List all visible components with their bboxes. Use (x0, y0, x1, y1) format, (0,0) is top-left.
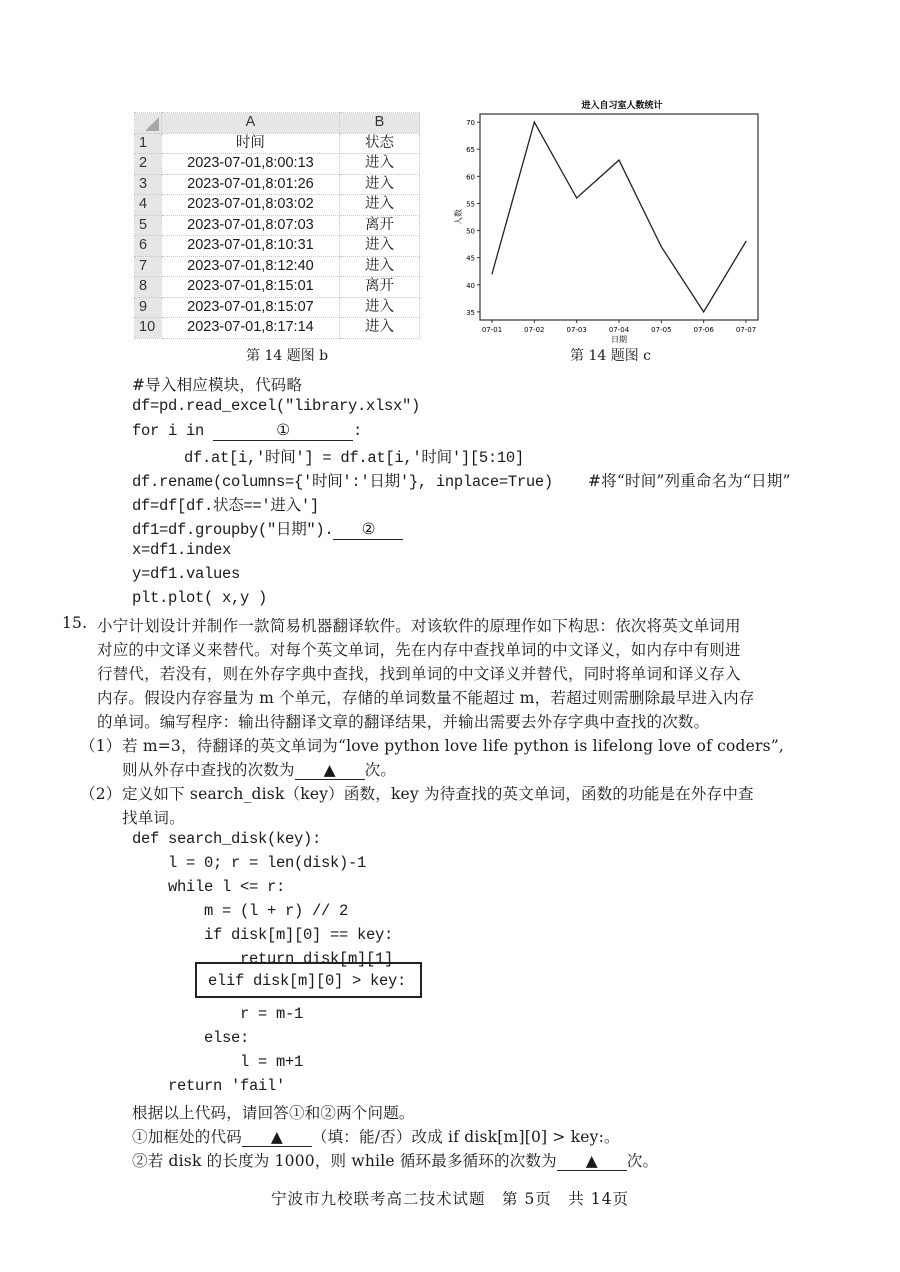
cell-time: 2023-07-01,8:00:13 (161, 154, 339, 175)
row-header: 3 (135, 174, 162, 195)
x-tick-label: 07-05 (651, 326, 672, 334)
row-header: 1 (135, 133, 162, 154)
table-row (135, 256, 420, 277)
cell-status: 离开 (339, 277, 419, 298)
sub-question-text: 找单词。 (122, 809, 185, 827)
code-line: df.at[i,'时间'] = df.at[i,'时间'][5:10] (184, 449, 524, 467)
spreadsheet (134, 112, 420, 339)
code-comment: #导入相应模块，代码略 (132, 376, 303, 394)
y-tick-label: 35 (466, 308, 475, 317)
y-tick-label: 40 (466, 281, 475, 290)
row-header: 8 (135, 277, 162, 298)
figure-b-caption: 第 14 题图 b (246, 348, 329, 364)
code-line: while l <= r: (132, 878, 286, 896)
cell-time: 2023-07-01,8:15:07 (161, 297, 339, 318)
data-point (576, 197, 577, 198)
row-header: 9 (135, 297, 162, 318)
row-header: 6 (135, 236, 162, 257)
x-tick-label: 07-02 (524, 326, 545, 334)
answer-blank-1[interactable]: ① (213, 421, 353, 441)
x-tick-label: 07-04 (608, 326, 630, 334)
cell-status: 进入 (339, 174, 419, 195)
answer-blank-q15-2-2[interactable]: ▲ (557, 1152, 627, 1171)
series-polyline (492, 122, 746, 312)
question-item-2 (132, 1149, 658, 1171)
text: ②若 disk 的长度为 1000，则 while 循环最多循环的次数为 (132, 1152, 557, 1170)
cell-time: 2023-07-01,8:01:26 (161, 174, 339, 195)
question-paragraph: 小宁计划设计并制作一款简易机器翻译软件。对该软件的原理作如下构思：依次将英文单词用 (97, 617, 741, 635)
answer-blank-q15-2-1[interactable]: ▲ (242, 1128, 312, 1147)
y-tick-label: 70 (466, 119, 475, 128)
code-line-groupby (132, 517, 403, 540)
row-header: 10 (135, 318, 162, 339)
code-line: x=df1.index (132, 541, 232, 559)
table-row (135, 215, 420, 236)
code-line-boxed: elif disk[m][0] > key: (208, 972, 407, 990)
code-line: return 'fail' (132, 1077, 286, 1095)
chart-title: 进入自习室人数统计 (581, 101, 663, 111)
cell-status: 进入 (339, 318, 419, 339)
text: 次。 (626, 1152, 659, 1170)
column-header-b: B (339, 113, 419, 134)
sub-question-label: （1） (80, 737, 122, 755)
code-line: plt.plot( x,y ) (132, 589, 268, 607)
table-row (135, 154, 420, 175)
code-line: df.rename(columns={'时间':'日期'}, inplace=True) (132, 473, 553, 491)
question-paragraph: 对应的中文译义来替代。对每个英文单词，先在内存中查找单词的中文译义，如内存中有则进 (97, 641, 741, 659)
plot-frame (480, 114, 758, 320)
sub-question-text (122, 758, 396, 780)
question-paragraph: 行替代，若没有，则在外存字典中查找，找到单词的中文译义并替代，同时将单词和译义存入 (97, 665, 741, 683)
code-line: def search_disk(key): (132, 830, 322, 848)
cell-status: 离开 (339, 215, 419, 236)
series-line (491, 122, 746, 313)
cell-status: 进入 (339, 297, 419, 318)
code-line: return disk[m][1] (132, 950, 394, 968)
cell-time: 2023-07-01,8:15:01 (161, 277, 339, 298)
row-header: 2 (135, 154, 162, 175)
data-point (703, 311, 704, 312)
table-row (135, 318, 420, 339)
y-axis-label: 人数 (454, 209, 463, 225)
select-all-corner (135, 113, 162, 134)
x-axis (482, 320, 756, 334)
data-point (534, 122, 535, 123)
data-point (491, 273, 492, 274)
code-line: l = 0; r = len(disk)-1 (132, 854, 367, 872)
row-header: 5 (135, 215, 162, 236)
line-chart (455, 95, 775, 345)
y-tick-label: 55 (466, 200, 475, 209)
cell-time: 2023-07-01,8:03:02 (161, 195, 339, 216)
table-row (135, 277, 420, 298)
data-point (745, 241, 746, 242)
table-row (135, 174, 420, 195)
sub-question-label: （2） (80, 785, 122, 803)
text: 则从外存中查找的次数为 (122, 761, 295, 779)
code-line-for (132, 421, 362, 441)
cell-status: 进入 (339, 236, 419, 257)
code-text: df1=df.groupby("日期"). (132, 521, 334, 539)
code-text: for i in (132, 422, 214, 440)
x-tick-label: 07-03 (566, 326, 587, 334)
code-line: l = m+1 (132, 1053, 304, 1071)
table-row (135, 297, 420, 318)
cell-time: 2023-07-01,8:12:40 (161, 256, 339, 277)
sub-question-text: 若 m=3，待翻译的英文单词为“love python love life python is lifelong love of coders”, (122, 737, 785, 755)
code-line: else: (132, 1029, 250, 1047)
text: 次。 (364, 761, 397, 779)
y-tick-label: 45 (466, 254, 475, 263)
cell-status: 进入 (339, 154, 419, 175)
data-point (661, 246, 662, 247)
cell-status: 进入 (339, 256, 419, 277)
code-line: df=pd.read_excel("library.xlsx") (132, 397, 421, 415)
cell-status: 进入 (339, 195, 419, 216)
question-paragraph: 内存。假设内存容量为 m 个单元，存储的单词数量不能超过 m，若超过则需删除最早进入内存 (97, 689, 755, 707)
y-axis (466, 119, 480, 317)
page-footer: 宁波市九校联考高二技术试题 第 5页 共 14页 (271, 1190, 629, 1208)
answer-blank-q15-1[interactable]: ▲ (295, 761, 365, 780)
code-line: if disk[m][0] == key: (132, 926, 394, 944)
y-tick-label: 65 (466, 146, 475, 155)
column-header-a: A (161, 113, 339, 134)
figure-c-caption: 第 14 题图 c (570, 348, 652, 364)
question-item-1 (132, 1125, 620, 1147)
code-line: df=df[df.状态=='进入'] (132, 497, 319, 515)
cell-b1: 状态 (339, 133, 419, 154)
table-row (135, 236, 420, 257)
cell-time: 2023-07-01,8:10:31 (161, 236, 339, 257)
text: ①加框处的代码 (132, 1128, 242, 1146)
text: （填：能/否）改成 if disk[m][0] > key:。 (311, 1128, 620, 1146)
question-number: 15. (62, 614, 88, 632)
answer-blank-2[interactable]: ② (333, 520, 403, 540)
code-comment: #将“时间”列重命名为“日期” (588, 472, 791, 490)
cell-time: 2023-07-01,8:07:03 (161, 215, 339, 236)
row-header: 4 (135, 195, 162, 216)
y-tick-label: 60 (466, 173, 475, 182)
code-line: r = m-1 (132, 1005, 304, 1023)
sub-question-text: 定义如下 search_disk（key）函数，key 为待查找的英文单词，函数的功能是在外存中查 (122, 785, 754, 803)
x-tick-label: 07-07 (735, 326, 757, 334)
code-line: y=df1.values (132, 565, 241, 583)
cell-time: 2023-07-01,8:17:14 (161, 318, 339, 339)
code-line: m = (l + r) // 2 (132, 902, 349, 920)
x-tick-label: 07-01 (481, 326, 503, 334)
data-point (618, 159, 619, 160)
x-axis-label: 日期 (611, 335, 627, 344)
row-header: 7 (135, 256, 162, 277)
code-text: : (353, 422, 363, 440)
instruction-text: 根据以上代码，请回答①和②两个问题。 (132, 1104, 415, 1122)
cell-a1: 时间 (161, 133, 339, 154)
table-row (135, 195, 420, 216)
x-tick-label: 07-06 (693, 326, 714, 334)
y-tick-label: 50 (466, 227, 475, 236)
question-paragraph: 的单词。编写程序：输出待翻译文章的翻译结果，并输出需要去外存字典中查找的次数。 (97, 713, 710, 731)
